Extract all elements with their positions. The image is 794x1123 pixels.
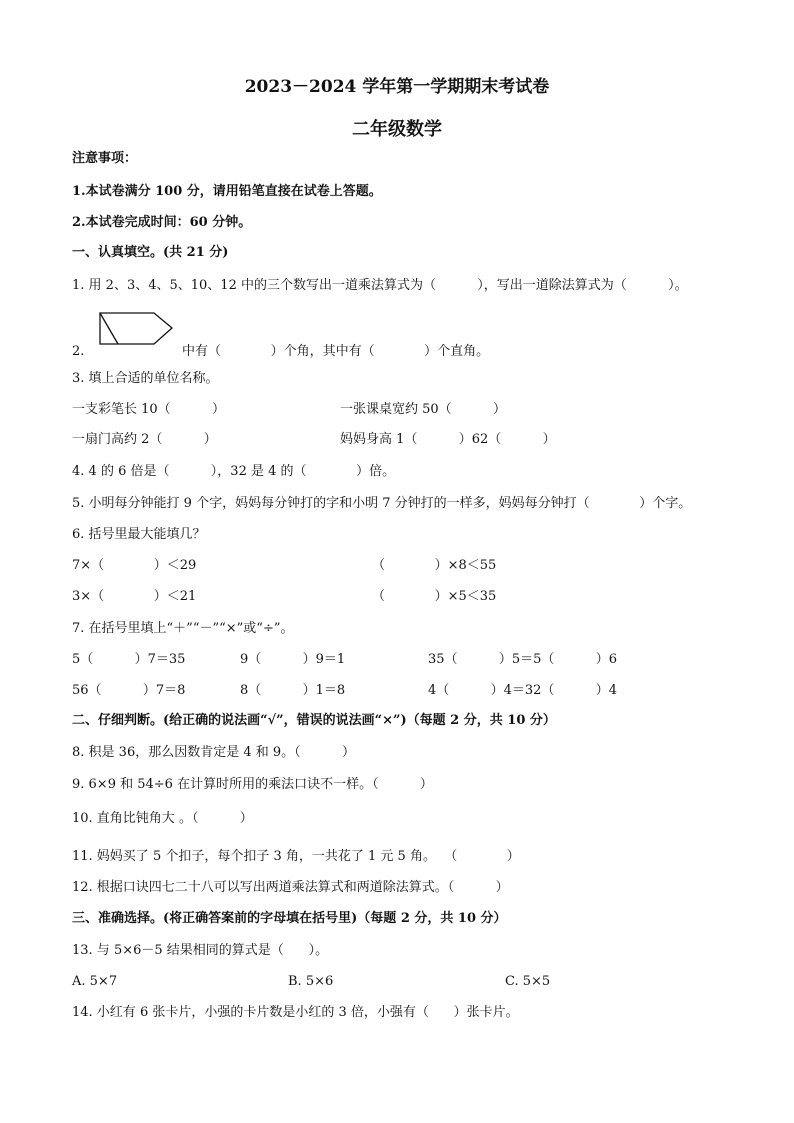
question-2-number: 2. — [72, 344, 85, 359]
question-12: 12. 根据口诀四七二十八可以写出两道乘法算式和两道除法算式。（ ） — [72, 880, 509, 895]
question-3-a: 一支彩笔长 10（ ） — [72, 402, 225, 417]
question-14: 14. 小红有 6 张卡片，小强的卡片数是小红的 3 倍，小强有（ ）张卡片。 — [72, 1005, 519, 1020]
question-13-option-a: A. 5×7 — [72, 974, 118, 989]
question-1: 1. 用 2、3、4、5、10、12 中的三个数写出一道乘法算式为（ ），写出一道除法算式为（ ）。 — [72, 278, 688, 293]
pentagon-figure-icon — [96, 310, 176, 346]
question-13: 13. 与 5×6－5 结果相同的算式是（ ）。 — [72, 943, 329, 958]
question-3: 3. 填上合适的单位名称。 — [72, 371, 219, 386]
notice-item-1: 1.本试卷满分 100 分，请用铅笔直接在试卷上答题。 — [72, 184, 382, 199]
question-13-option-c: C. 5×5 — [505, 974, 551, 989]
exam-subtitle: 二年级数学 — [352, 119, 442, 140]
question-7-e: 8（ ）1＝8 — [240, 683, 346, 698]
question-7: 7. 在括号里填上“＋”“－”“×”或“÷”。 — [72, 621, 294, 636]
question-7-c: 35（ ）5＝5（ ）6 — [428, 652, 618, 667]
question-6: 6. 括号里最大能填几？ — [72, 527, 206, 542]
question-2-text: 中有（ ）个角，其中有（ ）个直角。 — [182, 344, 490, 359]
question-7-d: 56（ ）7＝8 — [72, 683, 186, 698]
question-6-b: （ ）×8＜55 — [372, 558, 497, 573]
question-13-option-b: B. 5×6 — [288, 974, 334, 989]
question-9: 9. 6×9 和 54÷6 在计算时所用的乘法口诀不一样。（ ） — [72, 777, 433, 792]
section2-heading: 二、仔细判断。(给正确的说法画“√”，错误的说法画“×”)（每题 2 分，共 10 分） — [72, 713, 556, 728]
question-4: 4. 4 的 6 倍是（ ），32 是 4 的（ ）倍。 — [72, 464, 396, 479]
question-6-a: 7×（ ）＜29 — [72, 558, 197, 573]
question-7-f: 4（ ）4＝32（ ）4 — [428, 683, 618, 698]
exam-title: 2023－2024 学年第一学期期末考试卷 — [244, 77, 550, 97]
section3-heading: 三、准确选择。(将正确答案前的字母填在括号里)（每题 2 分，共 10 分） — [72, 911, 507, 926]
question-6-c: 3×（ ）＜21 — [72, 589, 197, 604]
question-3-c: 一扇门高约 2（ ） — [72, 432, 217, 447]
question-5: 5. 小明每分钟能打 9 个字，妈妈每分钟打的字和小明 7 分钟打的一样多，妈妈每分钟打（ ）个字。 — [72, 496, 692, 511]
question-3-b: 一张课桌宽约 50（ ） — [340, 402, 506, 417]
notice-item-2: 2.本试卷完成时间：60 分钟。 — [72, 215, 252, 230]
question-3-d: 妈妈身高 1（ ）62（ ） — [340, 432, 556, 447]
question-6-d: （ ）×5＜35 — [372, 589, 497, 604]
question-8: 8. 积是 36，那么因数肯定是 4 和 9。（ ） — [72, 745, 355, 760]
question-11: 11. 妈妈买了 5 个扣子，每个扣子 3 角，一共花了 1 元 5 角。 （ ） — [72, 849, 520, 864]
question-10: 10. 直角比钝角大 。（ ） — [72, 811, 253, 826]
question-7-a: 5（ ）7＝35 — [72, 652, 186, 667]
section1-heading: 一、认真填空。(共 21 分) — [72, 245, 229, 260]
question-7-b: 9（ ）9＝1 — [240, 652, 346, 667]
notice-heading: 注意事项： — [72, 151, 138, 166]
